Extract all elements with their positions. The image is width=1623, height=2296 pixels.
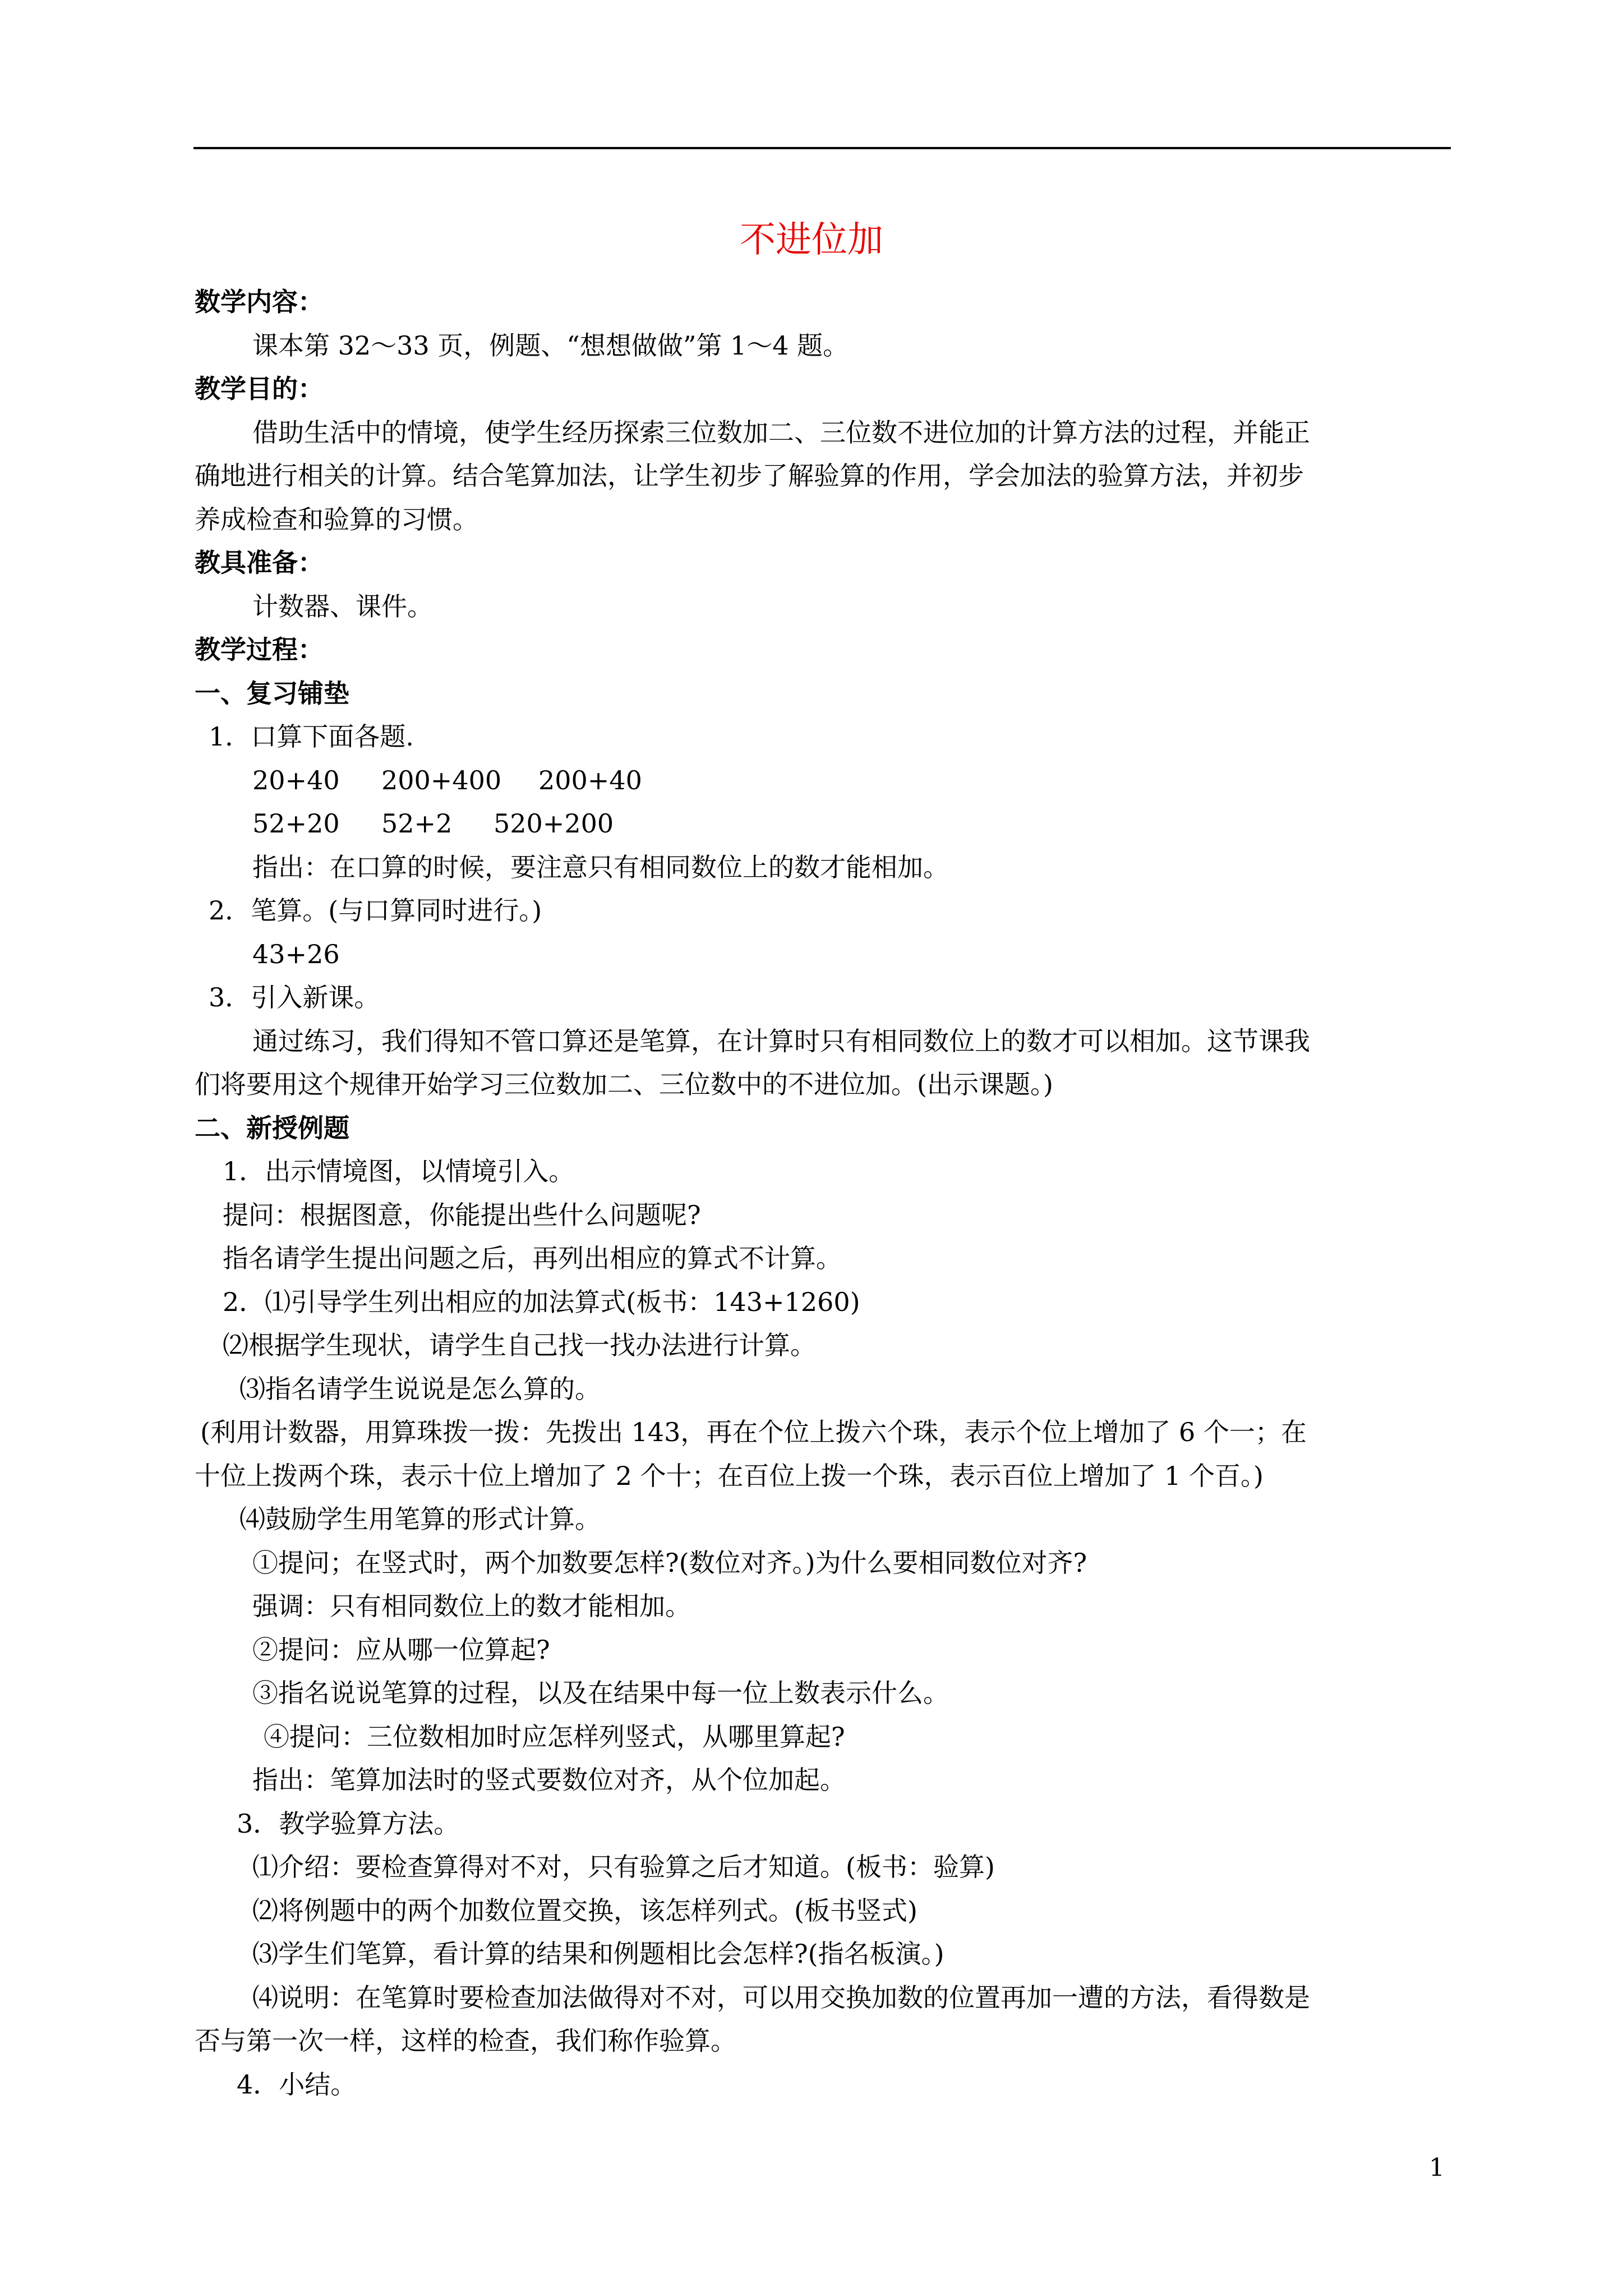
paragraph-line: 借助生活中的情境，使学生经历探索三位数加二、三位数不进位加的计算方法的过程，并能正 [252,417,1310,448]
paragraph-line: 指出：笔算加法时的竖式要数位对齐，从个位加起。 [252,1765,846,1795]
paragraph-line: 1．口算下面各题. [209,721,414,752]
oral-calc-row-2 [252,802,614,845]
paragraph-line: 4．小结。 [237,2069,357,2100]
paragraph-line: 2．⑴引导学生列出相应的加法算式(板书：143+1260) [223,1287,860,1317]
header-rule [193,147,1451,149]
paragraph-line: 养成检查和验算的习惯。 [195,504,478,535]
page-number: 1 [1429,2154,1445,2182]
oral-calc-item: 200+40 [538,765,642,795]
section-heading: 数学内容： [195,287,324,317]
section-heading: 教学过程： [195,634,324,665]
paragraph-line: 确地进行相关的计算。结合笔算加法，让学生初步了解验算的作用，学会加法的验算方法，并初步 [195,461,1304,491]
paragraph-line: 2．笔算。(与口算同时进行。) [209,895,542,926]
section-heading: 一、复习铺垫 [195,678,349,708]
paragraph-line: ⑶指名请学生说说是怎么算的。 [239,1374,601,1404]
paragraph-line: 提问：根据图意，你能提出些什么问题呢? [223,1200,701,1230]
paragraph-line: 指出：在口算的时候，要注意只有相同数位上的数才能相加。 [252,852,949,882]
oral-calc-item: 52+20 [252,808,340,839]
paragraph-line: 指名请学生提出问题之后，再列出相应的算式不计算。 [223,1243,842,1273]
document-title: 不进位加 [740,219,883,261]
paragraph-line: 通过练习，我们得知不管口算还是笔算，在计算时只有相同数位上的数才可以相加。这节课我 [252,1026,1310,1056]
paragraph-line: 们将要用这个规律开始学习三位数加二、三位数中的不进位加。(出示课题。) [195,1069,1053,1099]
oral-calc-item: 200+400 [381,765,502,795]
paragraph-line: 3．引入新课。 [209,982,380,1013]
oral-calc-item: 520+200 [494,808,614,839]
section-heading: 教具准备： [195,547,324,578]
paragraph-line: 强调：只有相同数位上的数才能相加。 [252,1591,691,1621]
paragraph-line: ⑷说明：在笔算时要检查加法做得对不对，可以用交换加数的位置再加一遭的方法，看得数是 [252,1982,1310,2013]
oral-calc-item: 20+40 [252,765,340,795]
paragraph-line: ⑵根据学生现状，请学生自己找一找办法进行计算。 [223,1330,816,1360]
paragraph-line: 计数器、课件。 [252,591,433,622]
paragraph-line: 43+26 [252,939,340,969]
paragraph-line: ⑵将例题中的两个加数位置交换，该怎样列式。(板书竖式) [252,1895,917,1926]
section-heading: 二、新授例题 [195,1113,349,1143]
paragraph-line: 课本第 32～33 页，例题、“想想做做”第 1～4 题。 [252,330,849,361]
paragraph-line: 十位上拨两个珠，表示十位上增加了 2 个十；在百位上拨一个珠，表示百位上增加了 1 个百。) [195,1461,1264,1491]
oral-calc-row-1 [252,759,642,802]
paragraph-line: (利用计数器，用算珠拨一拨：先拨出 143，再在个位上拨六个珠，表示个位上增加了 6 个一；在 [200,1417,1307,1447]
paragraph-line: 3．教学验算方法。 [237,1809,460,1839]
paragraph-line: ⑴介绍：要检查算得对不对，只有验算之后才知道。(板书：验算) [252,1852,995,1882]
paragraph-line: ③指名说说笔算的过程，以及在结果中每一位上数表示什么。 [252,1678,949,1708]
section-heading: 教学目的： [195,374,324,404]
paragraph-line: ①提问；在竖式时，两个加数要怎样?(数位对齐。)为什么要相同数位对齐? [252,1548,1087,1578]
oral-calc-item: 52+2 [381,808,453,839]
paragraph-line: ⑷鼓励学生用笔算的形式计算。 [239,1504,601,1534]
paragraph-line: ⑶学生们笔算，看计算的结果和例题相比会怎样?(指名板演。) [252,1939,944,1969]
paragraph-line: ②提问：应从哪一位算起? [252,1635,550,1665]
paragraph-line: ④提问：三位数相加时应怎样列竖式，从哪里算起? [264,1722,845,1752]
paragraph-line: 否与第一次一样，这样的检查，我们称作验算。 [195,2026,736,2056]
paragraph-line: 1．出示情境图，以情境引入。 [223,1156,575,1186]
